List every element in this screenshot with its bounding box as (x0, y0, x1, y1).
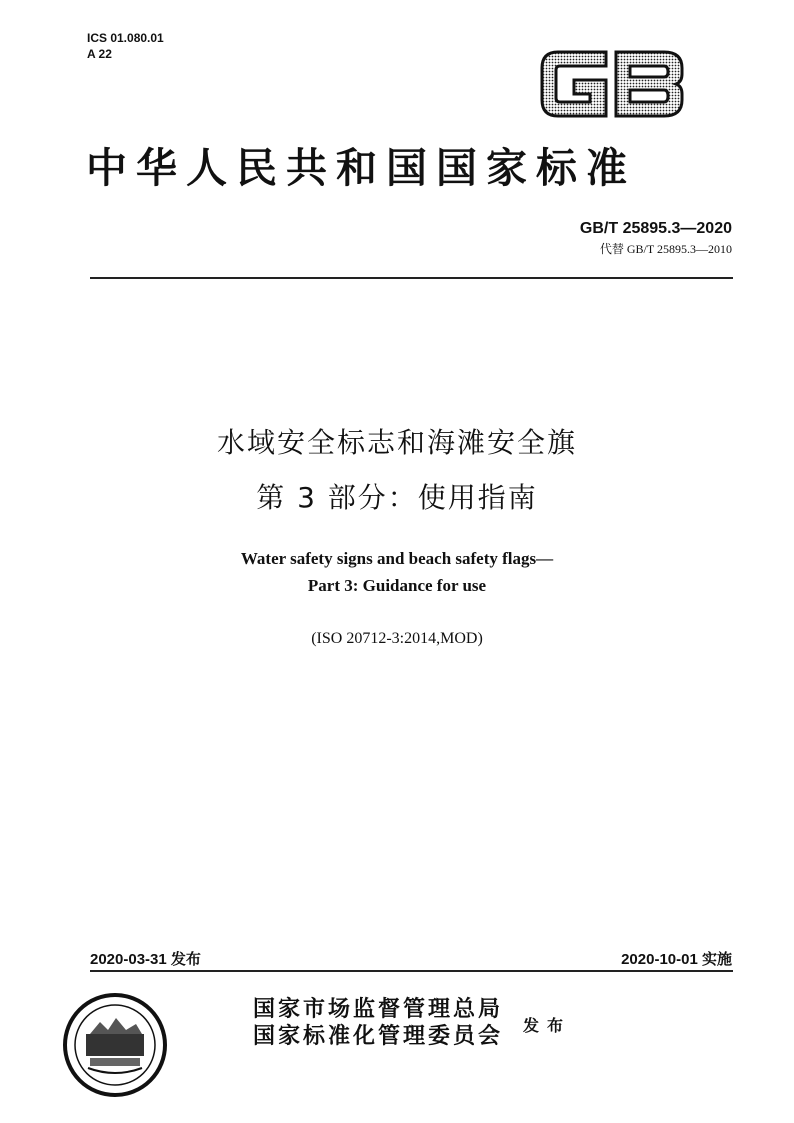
iso-reference: (ISO 20712-3:2014,MOD) (311, 630, 483, 647)
ics-code: ICS 01.080.01 (87, 31, 164, 45)
issuer-line-1: 国家市场监督管理总局 (253, 996, 504, 1022)
replaced-standard: 代替 GB/T 25895.3—2010 (599, 242, 732, 256)
standard-number: GB/T 25895.3—2020 (579, 220, 732, 237)
classification-codes (87, 30, 164, 62)
publication-date: 2020-03-31 发布 (90, 951, 201, 968)
document-type-title: 中华人民共和国国家标准 (86, 144, 636, 192)
ccs-code: A 22 (87, 47, 112, 61)
header-divider (90, 277, 733, 279)
english-title-line-1: Water safety signs and beach safety flags— (240, 549, 554, 568)
publish-label: 发布 (523, 1016, 572, 1035)
issuer-line-2: 国家标准化管理委员会 (253, 1023, 504, 1049)
chinese-title-line-1: 水域安全标志和海滩安全旗 (216, 426, 577, 459)
english-title-line-2: Part 3: Guidance for use (307, 576, 487, 595)
anti-counterfeit-seal-icon (60, 990, 170, 1100)
gb-logo (536, 46, 688, 122)
implementation-date: 2020-10-01 实施 (621, 951, 732, 968)
chinese-title-line-2: 第 3 部分：使用指南 (256, 481, 538, 514)
footer-divider (90, 970, 733, 972)
